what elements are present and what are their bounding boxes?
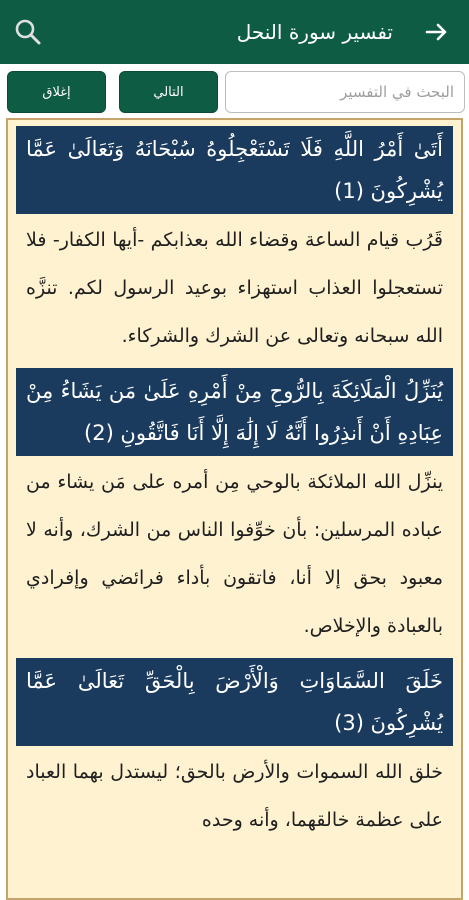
next-button[interactable]: التالي	[119, 71, 218, 113]
ayah-block: خَلَقَ السَّمَاوَاتِ وَالْأَرْضَ بِالْحَقِّ تَعَالَىٰ عَمَّا يُشْرِكُونَ (3)	[16, 658, 453, 746]
tafsir-text: خلق الله السموات والأرض بالحق؛ ليستدل بهما العباد على عظمة خالقهما، وأنه وحده	[26, 761, 443, 831]
search-input[interactable]: البحث في التفسير	[225, 71, 465, 113]
search-icon[interactable]	[12, 16, 44, 48]
close-button[interactable]: إغلاق	[7, 71, 106, 113]
tafsir-content[interactable]	[6, 118, 463, 900]
page-title: تفسير سورة النحل	[236, 20, 393, 44]
tafsir-text: قَرُب قيام الساعة وقضاء الله بعذابكم -أيها الكفار- فلا تستعجلوا العذاب استهزاء بوعيد الرسول لكم. تنزَّه الله سبحانه وتعالى عن الشرك والشركاء.	[26, 229, 443, 347]
controls-bar	[0, 64, 469, 118]
arrow-right-icon[interactable]	[421, 16, 453, 48]
tafsir-text: ينزِّل الله الملائكة بالوحي مِن أمره على مَن يشاء من عباده المرسلين: بأن خوِّفوا الناس من الشرك، وأنه لا معبود بحق إلا أنا، فاتقون بأداء فرائضي وإفرادي بالعبادة والإخلاص.	[26, 471, 443, 637]
ayah-block: أَتَىٰ أَمْرُ اللَّهِ فَلَا تَسْتَعْجِلُوهُ سُبْحَانَهُ وَتَعَالَىٰ عَمَّا يُشْرِكُونَ (1)	[16, 126, 453, 214]
ayah-block: يُنَزِّلُ الْمَلَائِكَةَ بِالرُّوحِ مِنْ أَمْرِهِ عَلَىٰ مَن يَشَاءُ مِنْ عِبَادِهِ أَنْ أَنذِرُوا أَنَّهُ لَا إِلَٰهَ إِلَّا أَنَا فَاتَّقُونِ (2)	[16, 368, 453, 456]
app-header	[0, 0, 469, 64]
